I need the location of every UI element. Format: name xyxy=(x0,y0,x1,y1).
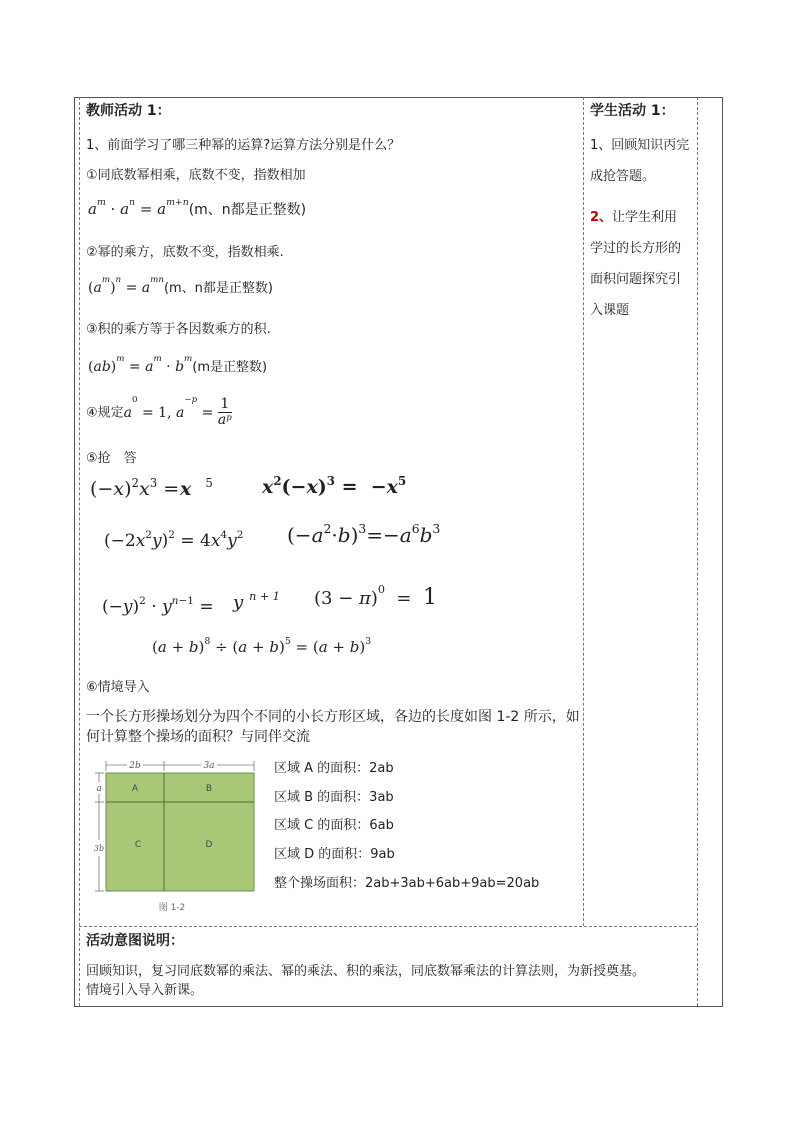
teacher-heading: 教师活动 1： xyxy=(86,103,171,119)
quick-answer-1-result: x $^5$ xyxy=(180,476,213,500)
area-total: 整个操场面积：2ab+3ab+6ab+9ab=20ab xyxy=(274,876,540,891)
formula-1-note: (m、n都是正整数) xyxy=(188,202,307,218)
question-1: 1、前面学习了哪三种幂的运算?运算方法分别是什么？ xyxy=(86,138,401,153)
region-a-label: A xyxy=(131,784,139,794)
quick-answer-7: $(a + b)^8 \div (a + b)^5 = (a + b)^3$ xyxy=(152,636,372,656)
table-top-border xyxy=(74,97,723,98)
student-item-2-line-3: 面积问题探究引 xyxy=(590,272,682,287)
area-b: 区域 B 的面积：3ab xyxy=(274,790,394,805)
quick-answer-4: $(-a^2\cdot b)^3=-a^6b^3$ xyxy=(287,521,441,547)
quick-answer-1: $(-x)^2x^3$ = xyxy=(90,476,180,500)
label-top-right: 3a xyxy=(203,761,215,771)
area-a: 区域 A 的面积：2ab xyxy=(274,761,394,776)
column-divider xyxy=(583,97,584,926)
quick-answer-2: $x^2(-x)^3 = -x^5$ xyxy=(262,474,407,498)
area-d: 区域 D 的面积：9ab xyxy=(274,847,395,862)
table-bottom-border xyxy=(74,1006,723,1007)
region-c-label: C xyxy=(134,840,142,850)
intent-heading: 活动意图说明： xyxy=(86,933,184,949)
quick-answer-3: $(-2x^2y)^2 = 4x^4y^2$ xyxy=(104,529,244,551)
intent-line-2: 情境引入导入新课。 xyxy=(86,983,204,998)
label-top-left: 2b xyxy=(129,761,141,771)
label-left-bottom: 3b xyxy=(93,844,105,853)
field-diagram xyxy=(92,758,262,918)
student-item-1-line-1: 1、回顾知识丙完 xyxy=(590,138,690,153)
student-heading: 学生活动 1： xyxy=(590,103,675,119)
row-divider xyxy=(79,926,697,927)
intent-line-1: 回顾知识，复习同底数幂的乘法、幂的乘法、积的乘法，同底数幂乘法的计算法则，为新授奠基。 xyxy=(86,964,646,979)
figure-caption: 图 1-2 xyxy=(158,903,186,913)
quick-answer-6: $(3 - \pi)^0 = 1$ xyxy=(314,583,437,610)
formula-product-power-rule: $(ab)^m = a^m \cdot b^m(m$是正整数) xyxy=(88,354,268,375)
rule-4: ④规定$a^0 = 1$, $a^{-p}$ = $\frac{1}{a^p}$ xyxy=(86,395,232,428)
formula-product-rule: $a^m \cdot a^n = a^{m+n}(m$、n都是正整数) xyxy=(88,197,307,218)
table-right-border xyxy=(722,97,723,1006)
context-line-1: 一个长方形操场划分为四个不同的小长方形区域，各边的长度如图 1-2 所示，如 xyxy=(86,709,580,725)
formula-power-rule: $(a^m)^n = a^{mn}(m$、n都是正整数) xyxy=(88,275,273,296)
student-item-2-line-2: 学过的长方形的 xyxy=(590,241,682,256)
inner-left-divider xyxy=(79,97,80,1006)
area-c: 区域 C 的面积：6ab xyxy=(274,818,394,833)
rule-5: ⑤抢 答 xyxy=(86,451,137,466)
table-left-border xyxy=(74,97,75,1006)
field-rect xyxy=(106,773,254,891)
rule-6: ⑥情境导入 xyxy=(86,680,150,695)
region-b-label: B xyxy=(205,784,213,794)
rule-4-label: ④规定 xyxy=(86,405,124,421)
formula-3-note: (m是正整数) xyxy=(192,360,268,375)
formula-2-note: (m、n都是正整数) xyxy=(163,281,273,296)
inner-right-divider xyxy=(697,97,698,1006)
rule-1: ①同底数幂相乘，底数不变，指数相加 xyxy=(86,168,306,183)
context-line-2: 何计算整个操场的面积？与同伴交流 xyxy=(86,729,310,745)
student-item-1-line-2: 成抢答题。 xyxy=(590,169,656,184)
rule-2: ②幂的乘方，底数不变，指数相乘. xyxy=(86,245,284,260)
label-left-top: a xyxy=(96,784,102,794)
figure-1-2 xyxy=(92,758,262,918)
quick-answer-5-result: y $^{n + 1}$ xyxy=(233,590,280,613)
rule-3: ③积的乘方等于各因数乘方的积. xyxy=(86,322,271,337)
student-item-2-line-1: 2、让学生利用 xyxy=(590,210,678,225)
student-item-2-number: 2、 xyxy=(590,210,613,225)
student-item-2-line-4: 入课题 xyxy=(590,303,630,318)
region-d-label: D xyxy=(205,840,213,850)
quick-answer-5: $(-y)^2 \cdot y^{n-1}$ = xyxy=(102,595,214,617)
